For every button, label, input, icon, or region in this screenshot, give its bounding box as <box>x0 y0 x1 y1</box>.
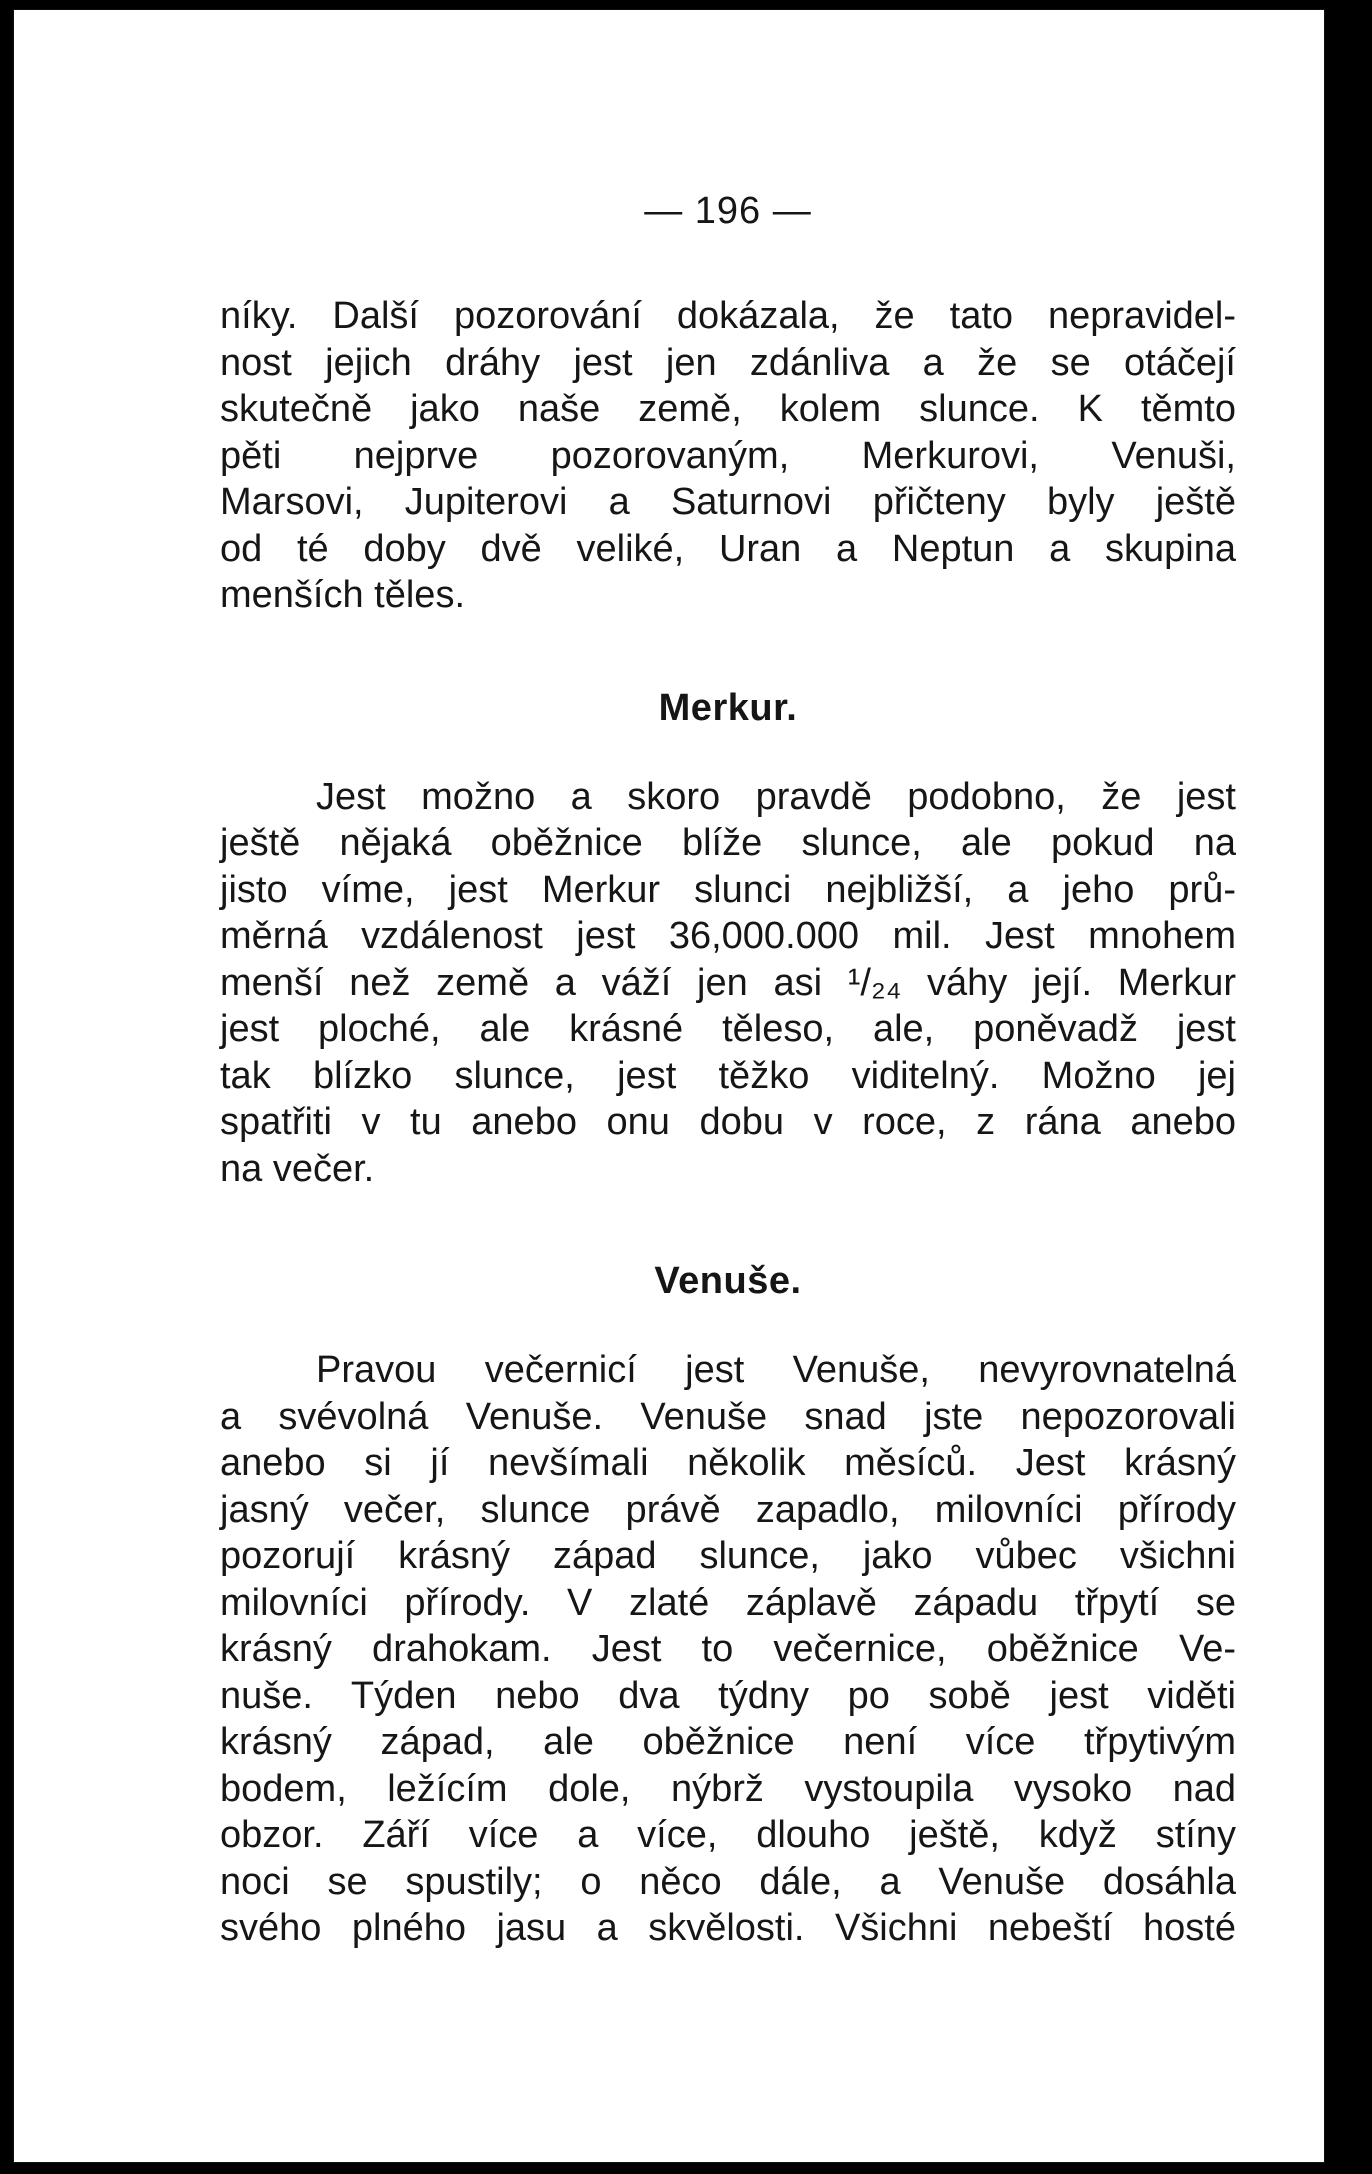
text-line: spatřiti v tu anebo onu dobu v roce, z rána anebo <box>220 1101 1236 1143</box>
text-line: obzor. Září více a více, dlouho ještě, když stíny <box>220 1814 1236 1856</box>
text-line: měrná vzdálenost jest 36,000.000 mil. Jest mnohem <box>220 915 1236 957</box>
text-line: krásný drahokam. Jest to večernice, oběžnice Ve- <box>220 1628 1236 1670</box>
text-line: bodem, ležícím dole, nýbrž vystoupila vysoko nad <box>220 1767 1236 1810</box>
text-line: jest ploché, ale krásné těleso, ale, poněvadž jest <box>220 1008 1236 1050</box>
intro-paragraph <box>220 293 1236 619</box>
page-number: — 196 — <box>644 190 812 232</box>
text-line: skutečně jako naše země, kolem slunce. K těmto <box>220 388 1236 430</box>
page-content <box>220 190 1236 1952</box>
text-line: nost jejich dráhy jest jen zdánliva a že se otáčejí <box>220 341 1236 384</box>
text-line: níky. Další pozorování dokázala, že tato nepravidel- <box>220 295 1236 337</box>
text-line: noci se spustily; o něco dále, a Venuše dosáhla <box>220 1860 1236 1903</box>
text-line: jasný večer, slunce právě zapadlo, milovníci přírody <box>220 1488 1236 1531</box>
text-line: milovníci přírody. V zlaté záplavě západu třpytí se <box>220 1581 1236 1624</box>
section-heading-venuse: Venuše. <box>654 1260 802 1302</box>
text-line: pozorují krásný západ slunce, jako vůbec všichni <box>220 1535 1236 1577</box>
text-line: od té doby dvě veliké, Uran a Neptun a skupina <box>220 527 1236 570</box>
text-line: Jest možno a skoro pravdě podobno, že jest <box>316 775 1236 818</box>
text-line: Marsovi, Jupiterovi a Saturnovi přičteny byly ještě <box>220 481 1236 523</box>
text-line: Pravou večernicí jest Venuše, nevyrovnatelná <box>316 1349 1236 1391</box>
text-line: na večer. <box>220 1147 375 1190</box>
text-line: jisto víme, jest Merkur slunci nejbližší, a jeho prů- <box>220 868 1236 911</box>
merkur-paragraph <box>220 774 1236 1193</box>
text-line: menší než země a váží jen asi ¹/₂₄ váhy její. Merkur <box>220 961 1236 1004</box>
text-line: svého plného jasu a skvělosti. Všichni nebeští hosté <box>220 1907 1236 1949</box>
text-line: tak blízko slunce, jest těžko viditelný. Možno jej <box>220 1054 1236 1097</box>
text-line: krásný západ, ale oběžnice není více třpytivým <box>220 1721 1236 1763</box>
venuse-paragraph <box>220 1347 1236 1952</box>
text-line: a svévolná Venuše. Venuše snad jste nepozorovali <box>220 1395 1236 1438</box>
text-line: pěti nejprve pozorovaným, Merkurovi, Venuši, <box>220 434 1236 477</box>
text-line: menších těles. <box>220 574 465 616</box>
text-line: nuše. Týden nebo dva týdny po sobě jest viděti <box>220 1674 1236 1717</box>
text-line: anebo si jí nevšímali několik měsíců. Jest krásný <box>220 1442 1236 1484</box>
book-page <box>14 10 1324 2162</box>
section-heading-merkur: Merkur. <box>658 686 798 729</box>
text-line: ještě nějaká oběžnice blíže slunce, ale pokud na <box>220 822 1236 864</box>
